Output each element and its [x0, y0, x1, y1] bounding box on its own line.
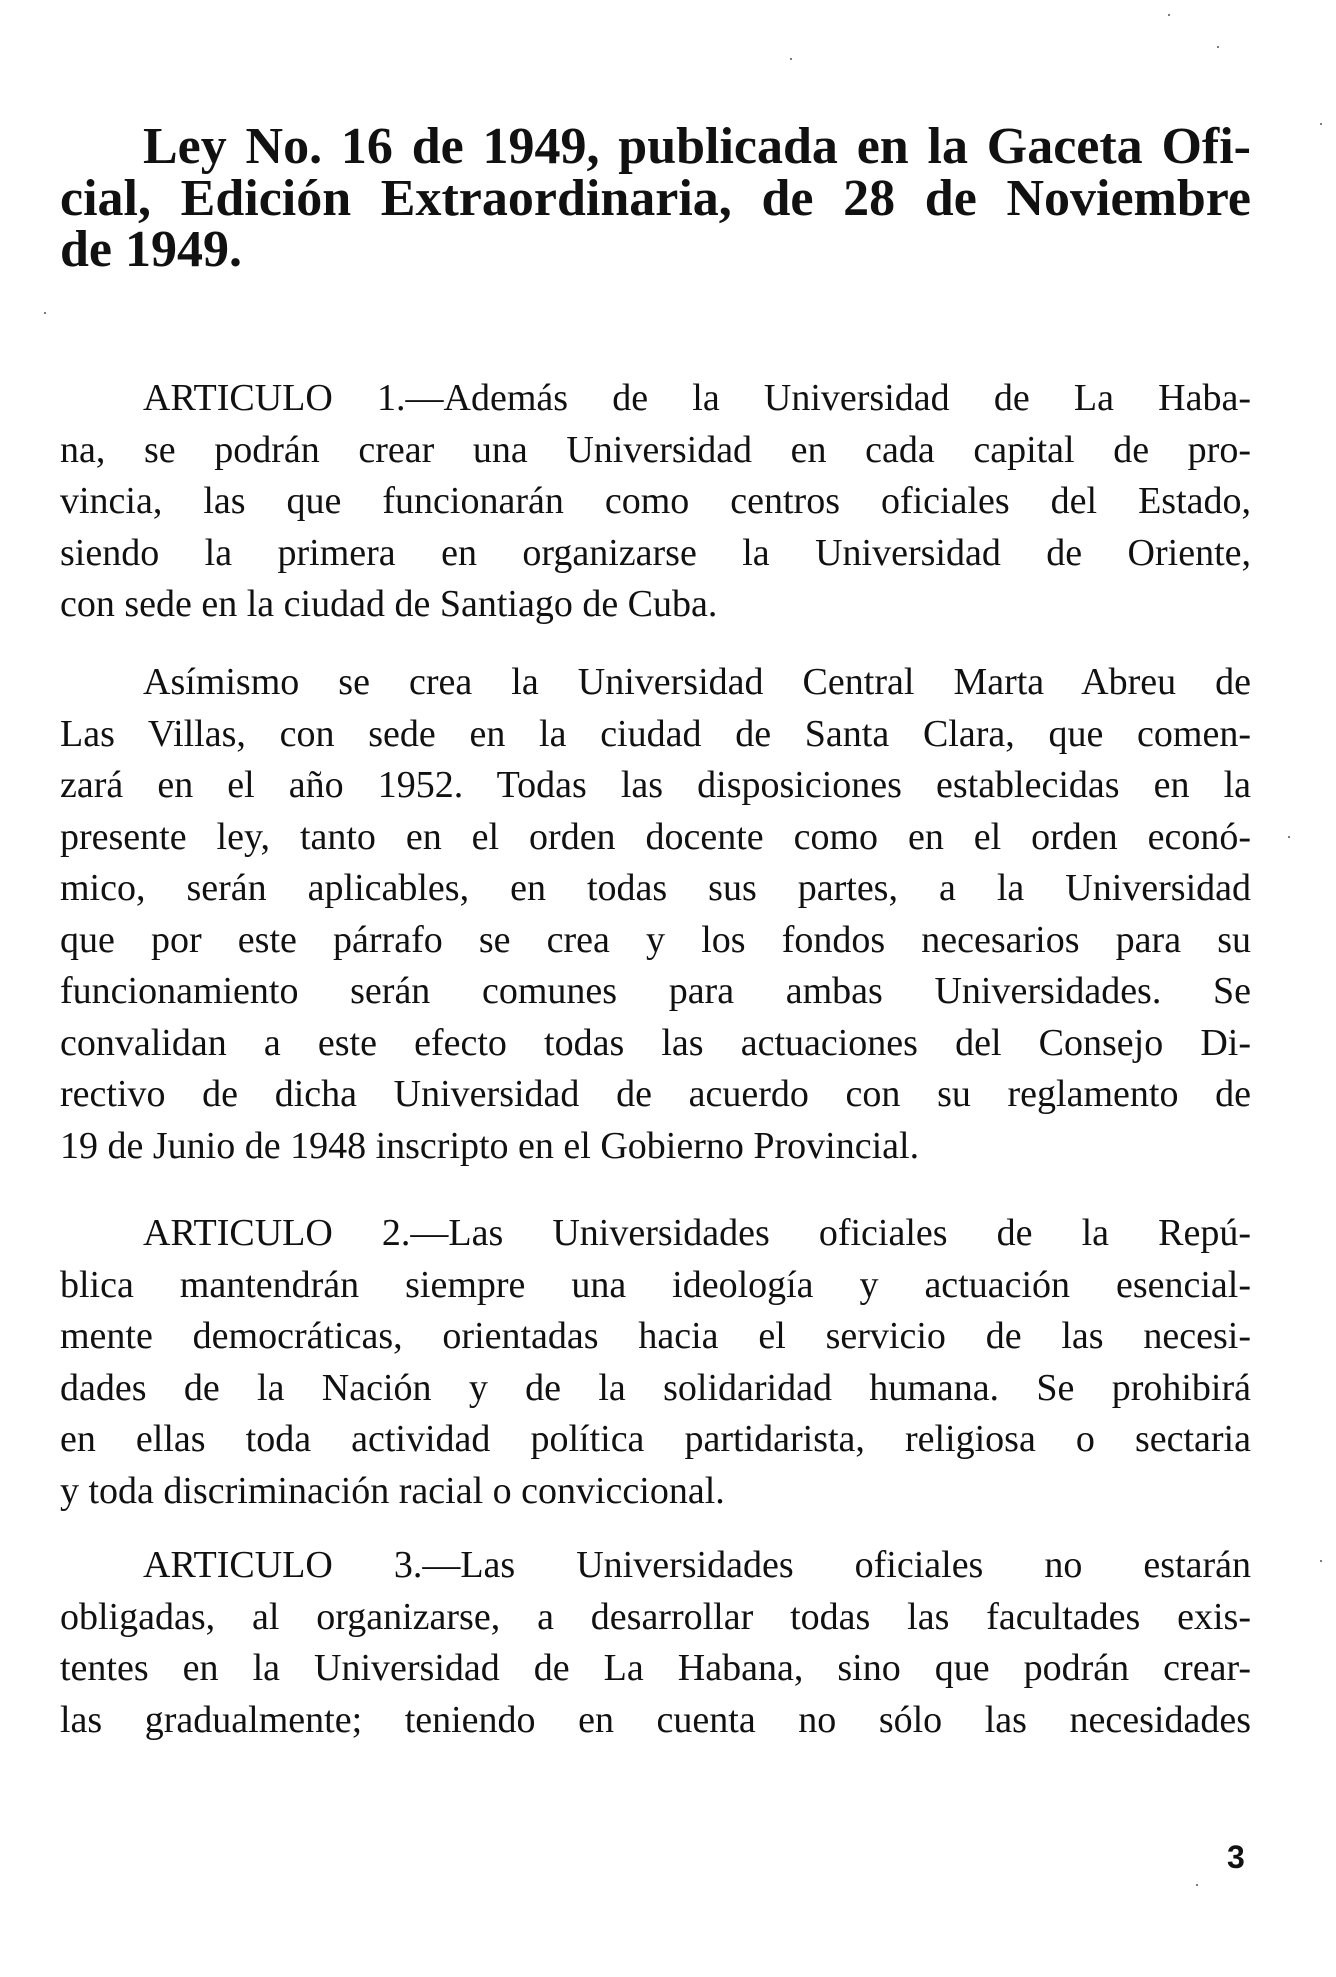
text-line: Asímismo se crea la Universidad Central Marta Abreu de [143, 661, 1252, 703]
text-line: zará en el año 1952. Todas las disposiciones establecidas en la [60, 764, 1251, 806]
text-line: rectivo de dicha Universidad de acuerdo con su reglamento de [60, 1073, 1251, 1115]
text-line: obligadas, al organizarse, a desarrollar todas las facultades exis- [60, 1595, 1251, 1638]
text-line: na, se podrán crear una Universidad en cada capital de pro- [60, 428, 1251, 471]
text-line: ARTICULO 3.—Las Universidades oficiales no estarán [143, 1544, 1251, 1586]
text-line: presente ley, tanto en el orden docente como en el orden econó- [60, 815, 1251, 858]
text-line: en ellas toda actividad política partidarista, religiosa o sectaria [60, 1418, 1251, 1460]
page-number: 3 [1227, 1839, 1245, 1875]
scan-speck [1168, 14, 1170, 16]
text-line: funcionamiento serán comunes para ambas Universidades. Se [60, 970, 1251, 1012]
text-line: convalidan a este efecto todas las actuaciones del Consejo Di- [60, 1021, 1251, 1064]
articulo-2 [60, 1208, 1251, 1517]
text-line: blica mantendrán siempre una ideología y actuación esencial- [60, 1263, 1251, 1306]
articulo-1 [60, 373, 1251, 631]
title-line: de 1949. [60, 221, 242, 278]
text-line: vincia, las que funcionarán como centros oficiales del Estado, [60, 480, 1251, 522]
text-line: y toda discriminación racial o conviccional. [60, 1469, 725, 1512]
text-line: mente democráticas, orientadas hacia el servicio de las necesi- [60, 1315, 1252, 1357]
text-line: mico, serán aplicables, en todas sus partes, a la Universidad [60, 867, 1251, 909]
text-line: ARTICULO 1.—Además de la Universidad de La Haba- [143, 377, 1251, 419]
scan-speck [790, 58, 792, 60]
text-line: ARTICULO 2.—Las Universidades oficiales de la Repú- [143, 1212, 1252, 1254]
text-line: que por este párrafo se crea y los fondos necesarios para su [60, 918, 1251, 961]
text-line: 19 de Junio de 1948 inscripto en el Gobierno Provincial. [60, 1124, 920, 1167]
text-line: siendo la primera en organizarse la Universidad de Oriente, [60, 531, 1251, 574]
text-line: dades de la Nación y de la solidaridad humana. Se prohibirá [60, 1366, 1251, 1409]
scan-speck [1196, 1884, 1198, 1886]
scan-speck [1288, 836, 1290, 838]
title-line: cial, Edición Extraordinaria, de 28 de Noviembre [60, 169, 1251, 227]
title-line: Ley No. 16 de 1949, publicada en la Gaceta Ofi- [143, 118, 1251, 175]
law-title [60, 118, 1251, 278]
scan-speck [1217, 46, 1219, 48]
text-line: Las Villas, con sede en la ciudad de Santa Clara, que comen- [60, 712, 1251, 755]
text-line: con sede en la ciudad de Santiago de Cuba. [60, 583, 718, 625]
scan-speck [1320, 1560, 1322, 1562]
text-line: tentes en la Universidad de La Habana, sino que podrán crear- [60, 1647, 1251, 1689]
scan-speck [1320, 123, 1322, 125]
scan-speck [44, 312, 46, 314]
text-line: las gradualmente; teniendo en cuenta no sólo las necesidades [60, 1698, 1251, 1741]
articulo-3 [60, 1540, 1251, 1746]
articulo-1-paragraph-2 [60, 657, 1251, 1172]
